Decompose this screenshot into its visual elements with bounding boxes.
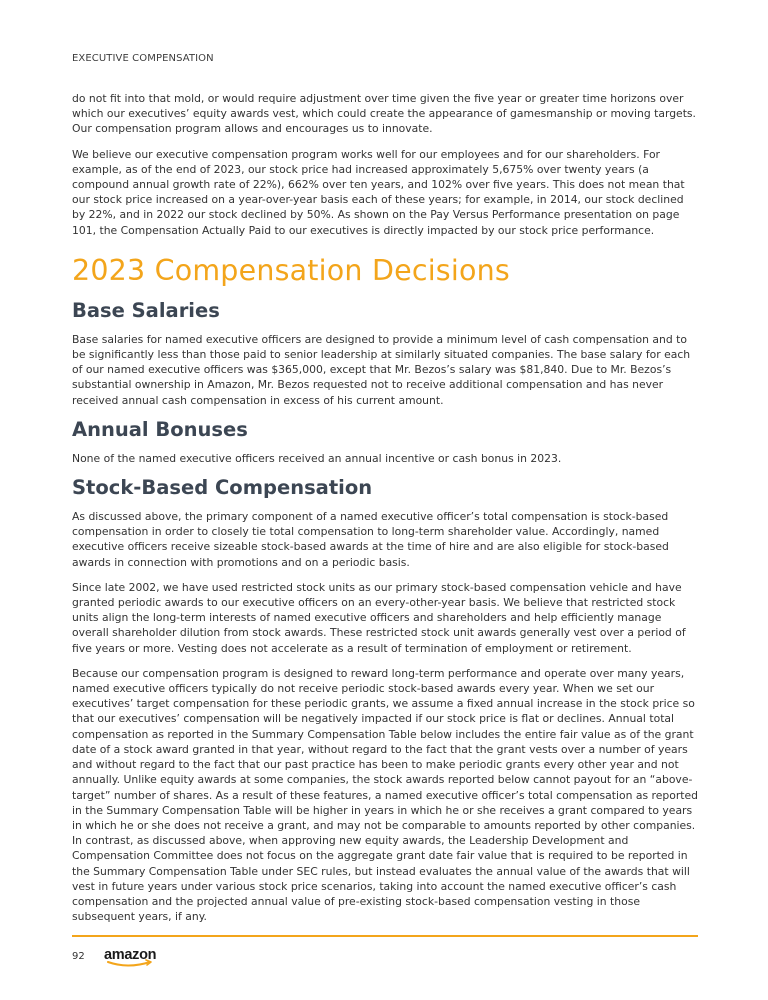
intro-paragraph-2: We believe our executive compensation program works well for our employees and for our shareholders. For example, as of the end of 2023, our stock price had increased approximately 5,675% over twenty years (a compound annual growth rate of 22%), 662% over ten years, and 102% over five years. This does not mean that our stock price increased on a year-over-year basis each of these years; for example, in 2014, our stock declined by 22%, and in 2022 our stock declined by 50%. As shown on the Pay Versus Performance presentation on page 101, the Compensation Actually Paid to our executives is directly impacted by our stock price performance. xyxy=(72,147,685,237)
amazon-logo xyxy=(104,947,164,969)
page-content xyxy=(72,91,700,934)
section-header: EXECUTIVE COMPENSATION xyxy=(72,53,214,64)
stock-based-paragraph-2: Since late 2002, we have used restricted stock units as our primary stock-based compensation vehicle and have granted periodic awards to our executive officers on an every-other-year basis. We believe that restricted stock units align the long-term interests of named executive officers and shareholders and help efficiently manage overall shareholder dilution from stock awards. These restricted stock unit awards generally vest over a period of five years or more. Vesting does not accelerate as a result of termination of employment or retirement. xyxy=(72,580,686,655)
base-salaries-heading: Base Salaries xyxy=(72,298,220,322)
stock-based-heading: Stock-Based Compensation xyxy=(72,476,373,500)
amazon-logo-text: amazon xyxy=(104,947,157,963)
page-number: 92 xyxy=(72,951,85,962)
stock-based-paragraph-1: As discussed above, the primary component of a named executive officer’s total compensation is stock-based compensation in order to closely tie total compensation to long-term shareholder value. Accordingly, named executive officers receive sizeable stock-based awards at the time of hire and are also eligible for stock-based awards in connection with promotions and on a periodic basis. xyxy=(72,510,669,569)
annual-bonuses-paragraph: None of the named executive officers received an annual incentive or cash bonus in 2023. xyxy=(72,451,562,465)
page-title: 2023 Compensation Decisions xyxy=(72,253,510,287)
base-salaries-paragraph: Base salaries for named executive officers are designed to provide a minimum level of cash compensation and to be significantly less than those paid to senior leadership at similarly situated companies. The base salary for each of our named executive officers was $365,000, except that Mr. Bezos’s salary was $81,840. Due to Mr. Bezos’s substantial ownership in Amazon, Mr. Bezos requested not to receive additional compensation and has never received annual cash compensation in excess of his current amount. xyxy=(72,332,691,407)
stock-based-paragraph-3: Because our compensation program is designed to reward long-term performance and operate over many years, named executive officers typically do not receive periodic stock-based awards every year. When we set our executives’ target compensation for these periodic grants, we assume a fixed annual increase in the stock price so that our executives’ compensation will be negatively impacted if our stock price is flat or declines. Annual total compensation as reported in the Summary Compensation Table below includes the entire fair value as of the grant date of a stock award granted in that year, without regard to the fact that the grant vests over a number of years and without regard to the fact that our past practice has been to make periodic grants every other year and not annually. Unlike equity awards at some companies, the stock awards reported below cannot payout for an “above-target” number of shares. As a result of these features, a named executive officer’s total compensation as reported in the Summary Compensation Table will be higher in years in which he or she receives a grant compared to years in which he or she does not receive a grant, and may not be comparable to amounts reported by other companies. In contrast, as discussed above, when approving new equity awards, the Leadership Development and Compensation Committee does not focus on the aggregate grant date fair value that is required to be reported in the Summary Compensation Table under SEC rules, but instead evaluates the annual value of the awards that will vest in future years under various stock price scenarios, taking into account the named executive officer’s cash compensation and the projected annual value of pre-existing stock-based compensation vesting in those subsequent years, if any. xyxy=(72,666,699,924)
annual-bonuses-heading: Annual Bonuses xyxy=(72,417,248,441)
intro-paragraph-1: do not fit into that mold, or would require adjustment over time given the five year or greater time horizons over which our executives’ equity awards vest, which could create the appearance of gamesmanship or moving targets. Our compensation program allows and encourages us to innovate. xyxy=(72,92,696,136)
footer-divider xyxy=(72,935,698,937)
